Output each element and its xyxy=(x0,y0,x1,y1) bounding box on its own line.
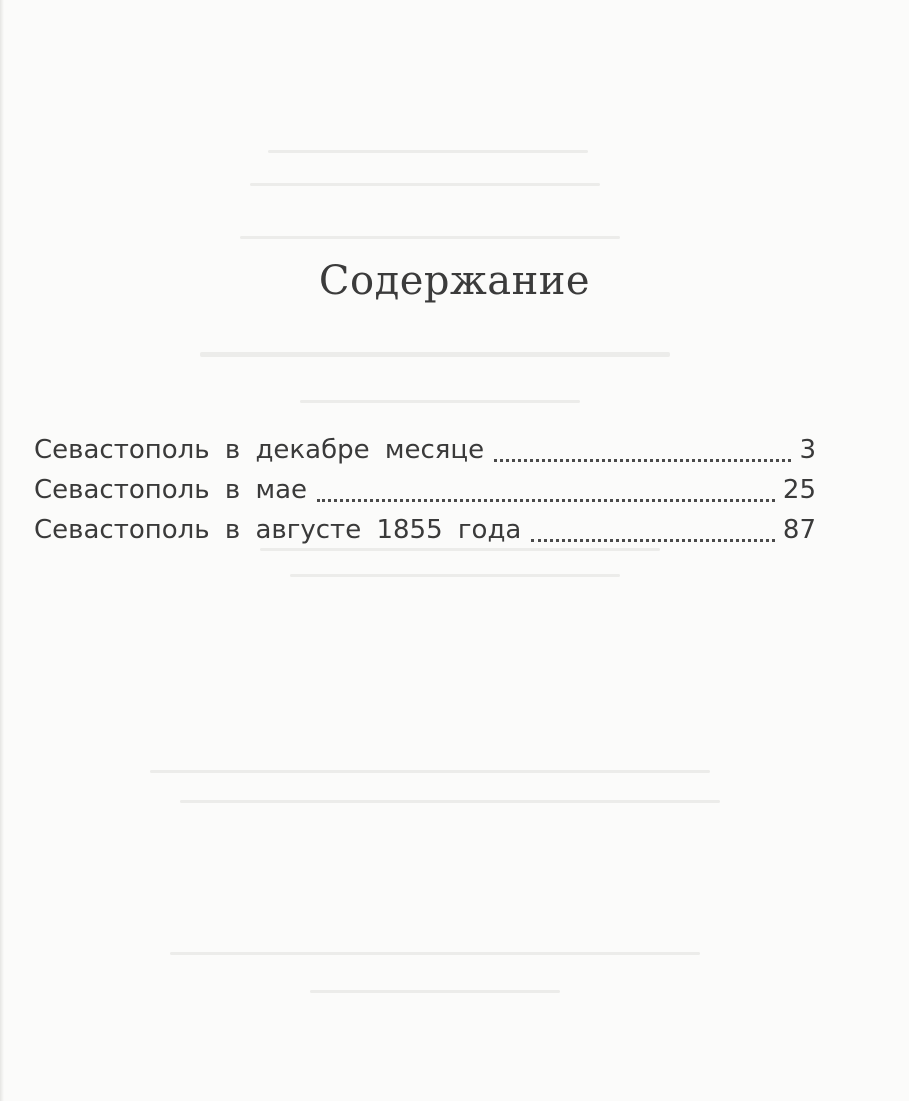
bleed-through-line xyxy=(290,574,620,577)
toc-entry-title: Севастополь в мае xyxy=(34,475,307,505)
dot-leader xyxy=(531,539,775,542)
dot-leader xyxy=(494,459,791,462)
dot-leader xyxy=(317,499,775,502)
bleed-through-line xyxy=(150,770,710,773)
toc-entry-page: 87 xyxy=(782,515,816,545)
toc-entry-title: Севастополь в августе 1855 года xyxy=(34,515,522,545)
bleed-through-line xyxy=(310,990,560,993)
bleed-through-line xyxy=(250,183,600,186)
toc-entry-page: 25 xyxy=(782,475,816,505)
bleed-through-line xyxy=(240,236,620,239)
toc-entry-page: 3 xyxy=(799,435,816,465)
bleed-through-line xyxy=(300,400,580,403)
page-edge-shadow xyxy=(0,0,4,1101)
bleed-through-line xyxy=(268,150,588,153)
table-of-contents xyxy=(34,430,816,550)
bleed-through-line xyxy=(170,952,700,955)
bleed-through-line xyxy=(180,800,720,803)
toc-entry[interactable] xyxy=(34,430,816,470)
toc-entry-title: Севастополь в декабре месяце xyxy=(34,435,485,465)
toc-entry[interactable] xyxy=(34,470,816,510)
bleed-through-line xyxy=(200,352,670,357)
contents-heading: Содержание xyxy=(318,258,591,304)
toc-entry[interactable] xyxy=(34,510,816,550)
